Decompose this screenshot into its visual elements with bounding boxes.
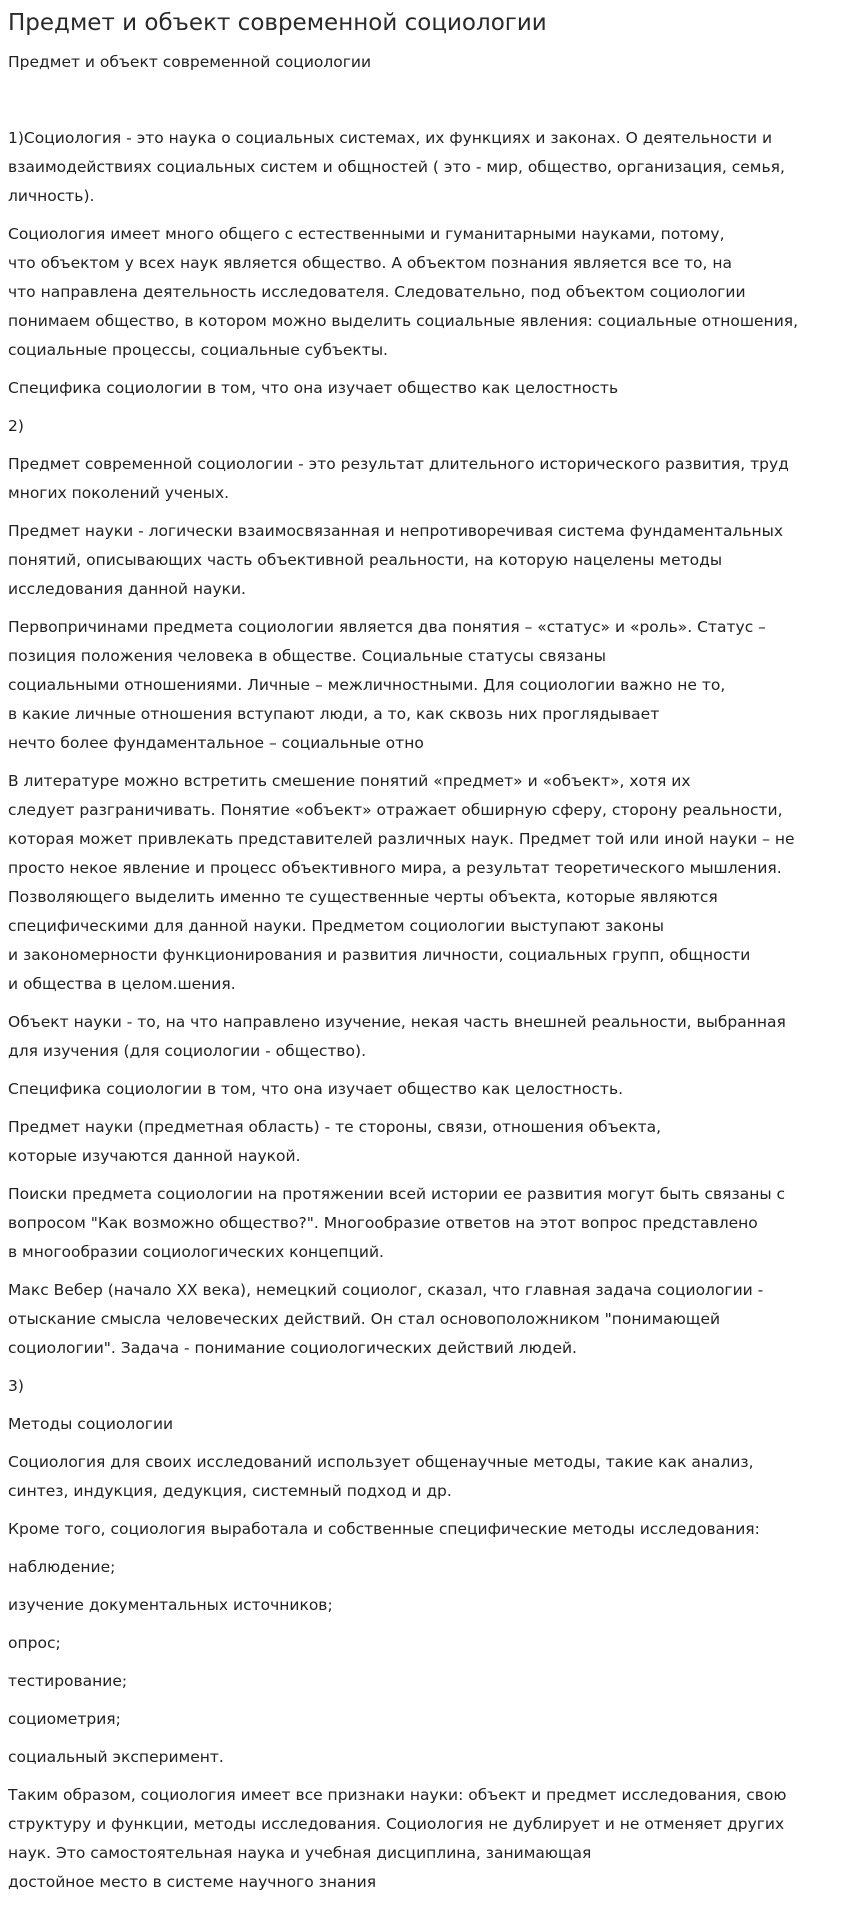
paragraph-line: следует разграничивать. Понятие «объект» отражает обширную сферу, сторону реальности, <box>8 801 783 819</box>
paragraph-line: в многообразии социологических концепций. <box>8 1243 384 1261</box>
paragraph-line: Предмет науки (предметная область) - те стороны, связи, отношения объекта, <box>8 1118 662 1136</box>
paragraph <box>8 1448 839 1506</box>
paragraph-line: тестирование; <box>8 1672 128 1690</box>
paragraph-line: Методы социологии <box>8 1415 174 1433</box>
paragraph <box>8 1667 839 1696</box>
paragraph-line: структуру и функции, методы исследования. Социология не дублирует и не отменяет других <box>8 1815 785 1833</box>
paragraph-line: понятий, описывающих часть объективной реальности, на которую нацелены методы <box>8 551 723 569</box>
paragraph-line: опрос; <box>8 1634 61 1652</box>
paragraph-line: и общества в целом.шения. <box>8 975 236 993</box>
paragraph <box>8 1629 839 1658</box>
paragraph <box>8 1075 839 1104</box>
paragraph <box>8 1008 839 1066</box>
paragraph <box>8 1113 839 1171</box>
paragraph <box>8 1372 839 1401</box>
paragraph-line: Первопричинами предмета социологии является два понятия – «статус» и «роль». Статус – <box>8 618 766 636</box>
page-title: Предмет и объект современной социологии <box>8 10 547 36</box>
paragraph <box>8 374 839 403</box>
paragraph-line: Социология имеет много общего с естественными и гуманитарными науками, потому, <box>8 225 725 243</box>
paragraph-line: которые изучаются данной наукой. <box>8 1147 301 1165</box>
paragraph-line: Таким образом, социология имеет все признаки науки: объект и предмет исследования, свою <box>8 1786 787 1804</box>
paragraph-line: Специфика социологии в том, что она изучает общество как целостность <box>8 379 619 397</box>
paragraph-line: понимаем общество, в котором можно выделить социальные явления: социальные отношения, <box>8 312 799 330</box>
paragraph-line: достойное место в системе научного знания <box>8 1873 377 1891</box>
paragraph-line: 2) <box>8 417 24 435</box>
paragraph <box>8 767 839 999</box>
paragraph-line: просто некое явление и процесс объективного мира, а результат теоретического мышления. <box>8 859 782 877</box>
paragraph-line: социометрия; <box>8 1710 121 1728</box>
paragraph-line: которая может привлекать представителей различных наук. Предмет той или иной науки – не <box>8 830 795 848</box>
paragraph-line: Макс Вебер (начало XX века), немецкий социолог, сказал, что главная задача социологии - <box>8 1281 764 1299</box>
paragraph-line: многих поколений ученых. <box>8 484 230 502</box>
paragraph-line: Кроме того, социология выработала и собственные специфические методы исследования: <box>8 1520 760 1538</box>
paragraph-line: в какие личные отношения вступают люди, а то, как сквозь них проглядывает <box>8 705 660 723</box>
paragraph-line: Социология для своих исследований использует общенаучные методы, такие как анализ, <box>8 1453 754 1471</box>
paragraph-line: исследования данной науки. <box>8 580 246 598</box>
paragraph-line: социальный эксперимент. <box>8 1748 224 1766</box>
paragraph-line: отыскание смысла человеческих действий. Он стал основоположником "понимающей <box>8 1310 721 1328</box>
paragraph-line: взаимодействиях социальных систем и общностей ( это - мир, общество, организация, семья, <box>8 158 785 176</box>
paragraph-line: В литературе можно встретить смешение понятий «предмет» и «объект», хотя их <box>8 772 691 790</box>
paragraph-line: что направлена деятельность исследователя. Следовательно, под объектом социологии <box>8 283 746 301</box>
paragraph-line: изучение документальных источников; <box>8 1596 333 1614</box>
paragraph-line: позиция положения человека в обществе. Социальные статусы связаны <box>8 647 606 665</box>
paragraph <box>8 613 839 758</box>
paragraph <box>8 1781 839 1897</box>
page-subtitle: Предмет и объект современной социологии <box>8 53 372 71</box>
paragraph <box>8 517 839 604</box>
paragraph-line: для изучения (для социологии - общество). <box>8 1042 366 1060</box>
paragraph <box>8 220 839 365</box>
paragraph-line: 1)Социология - это наука о социальных системах, их функциях и законах. О деятельности и <box>8 129 773 147</box>
paragraph <box>8 1180 839 1267</box>
paragraph-line: вопросом "Как возможно общество?". Многообразие ответов на этот вопрос представлено <box>8 1214 758 1232</box>
paragraph <box>8 450 839 508</box>
paragraph-line: Объект науки - то, на что направлено изучение, некая часть внешней реальности, выбранная <box>8 1013 786 1031</box>
paragraph-line: и закономерности функционирования и развития личности, социальных групп, общности <box>8 946 751 964</box>
paragraph-line: социальными отношениями. Личные – межличностными. Для социологии важно не то, <box>8 676 726 694</box>
paragraph-line: Предмет современной социологии - это результат длительного исторического развития, труд <box>8 455 789 473</box>
paragraph-line: Специфика социологии в том, что она изучает общество как целостность. <box>8 1080 624 1098</box>
paragraph <box>8 124 839 211</box>
paragraph-line: Позволяющего выделить именно те существенные черты объекта, которые являются <box>8 888 718 906</box>
paragraph-line: Предмет науки - логически взаимосвязанная и непротиворечивая система фундаментальных <box>8 522 784 540</box>
paragraph <box>8 1743 839 1772</box>
paragraph <box>8 1276 839 1363</box>
article-body <box>8 124 839 1897</box>
paragraph-line: что объектом у всех наук является общество. А объектом познания является все то, на <box>8 254 732 272</box>
paragraph <box>8 412 839 441</box>
paragraph-line: социальные процессы, социальные субъекты. <box>8 341 388 359</box>
paragraph-line: 3) <box>8 1377 24 1395</box>
paragraph <box>8 1553 839 1582</box>
paragraph-line: Поиски предмета социологии на протяжении всей истории ее развития могут быть связаны с <box>8 1185 786 1203</box>
paragraph <box>8 1515 839 1544</box>
paragraph <box>8 1591 839 1620</box>
paragraph-line: социологии". Задача - понимание социологических действий людей. <box>8 1339 577 1357</box>
paragraph <box>8 1705 839 1734</box>
paragraph-line: синтез, индукция, дедукция, системный подход и др. <box>8 1482 452 1500</box>
paragraph <box>8 1410 839 1439</box>
paragraph-line: специфическими для данной науки. Предметом социологии выступают законы <box>8 917 664 935</box>
paragraph-line: нечто более фундаментальное – социальные отно <box>8 734 424 752</box>
paragraph-line: наук. Это самостоятельная наука и учебная дисциплина, занимающая <box>8 1844 592 1862</box>
paragraph-line: наблюдение; <box>8 1558 116 1576</box>
paragraph-line: личность). <box>8 187 95 205</box>
